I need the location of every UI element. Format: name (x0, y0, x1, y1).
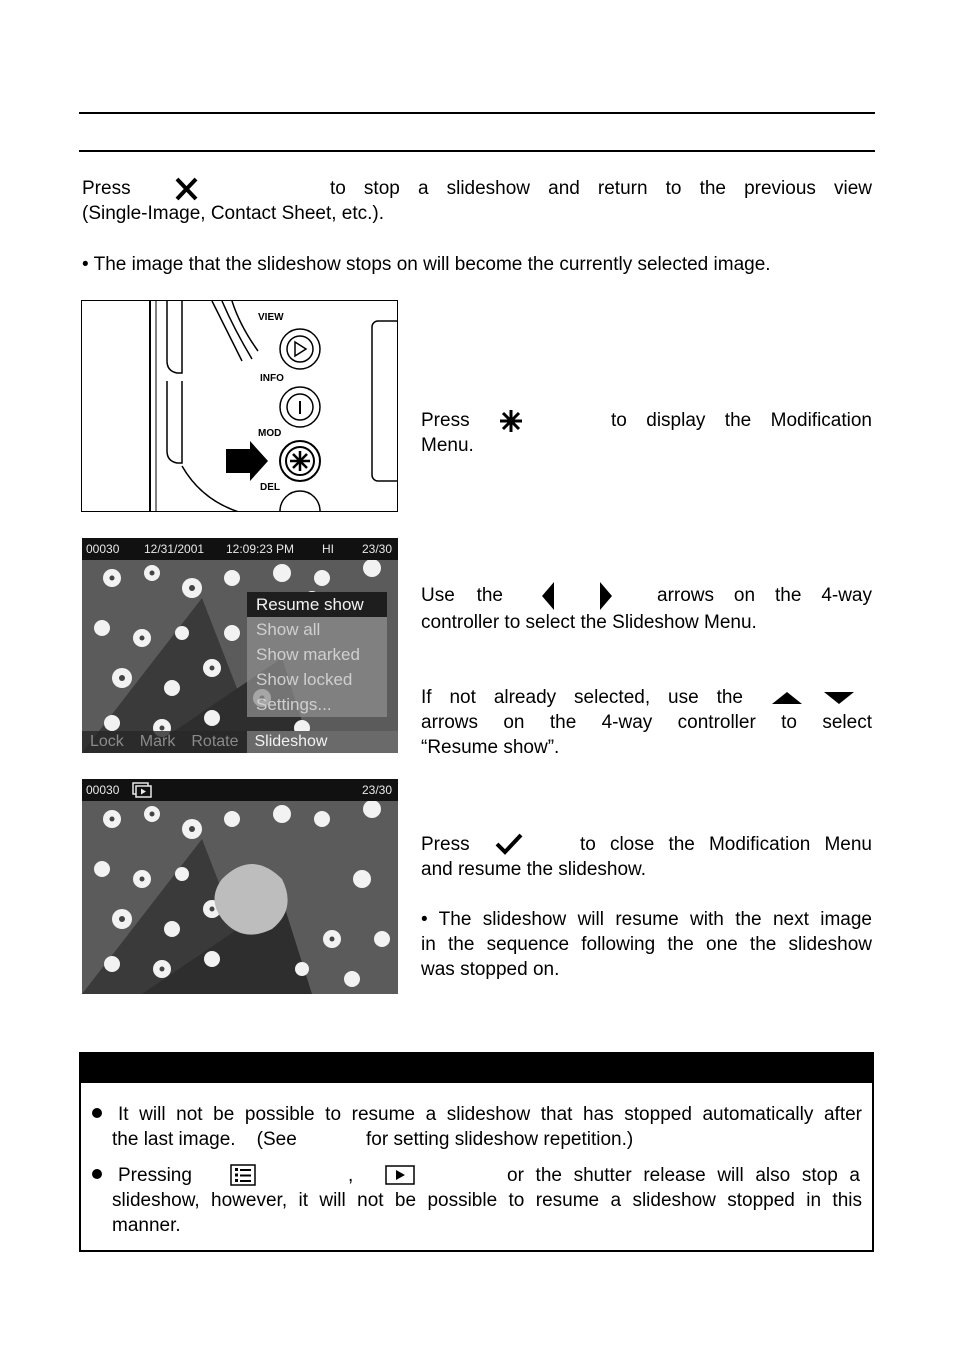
step4-bullet-line1: • The slideshow will resume with the next image (421, 909, 872, 930)
step4-rest-text: to close the Modification Menu (580, 834, 872, 855)
note-item-2-line3: manner. (112, 1215, 181, 1236)
stop-bullet: • The image that the slideshow stops on will become the currently selected image. (82, 254, 771, 275)
note-item-2-pressing: Pressing (118, 1165, 192, 1186)
menu-item-show-marked[interactable]: Show marked (256, 645, 360, 664)
screen2-hud (82, 779, 398, 801)
list-menu-icon (230, 1164, 256, 1186)
checkmark-icon (495, 832, 523, 856)
top-rule (79, 112, 875, 114)
menu-item-resume-show[interactable]: Resume show (247, 592, 387, 617)
step4-press-label: Press (421, 834, 470, 855)
hud-count: 23/30 (361, 783, 392, 797)
second-rule (79, 150, 875, 152)
step4-text (421, 832, 872, 982)
note-item-2-comma: , (348, 1165, 354, 1186)
hud-count: 23/30 (361, 542, 392, 556)
note-item-2 (112, 1163, 862, 1238)
note-item-1-line2b: for setting slideshow repetition.) (366, 1129, 634, 1150)
step4-line2: and resume the slideshow. (421, 859, 646, 880)
resumed-slideshow-screen (82, 779, 398, 994)
hud-frame-number: 00030 (86, 542, 120, 556)
step4-bullet-line3: was stopped on. (421, 959, 560, 980)
step2-use-label: Use the (421, 585, 503, 606)
screen1-hud (82, 538, 398, 560)
tab-slideshow[interactable]: Slideshow (247, 731, 399, 753)
note-bullet-1 (92, 1108, 102, 1118)
step1-line2: Menu. (421, 435, 474, 456)
hud-time: 12:09:23 PM (226, 542, 295, 556)
stop-press-label: Press (82, 178, 131, 199)
note-item-1-line1: It will not be possible to resume a slideshow that has stopped automatically after (118, 1104, 862, 1125)
view-label: VIEW (258, 312, 284, 323)
slideshow-menu-screen (82, 538, 398, 753)
menu-item-settings[interactable]: Settings... (256, 695, 332, 714)
info-label: INFO (260, 373, 284, 384)
step2-rest-text: arrows on the 4-way (657, 585, 872, 606)
step1-press-label: Press (421, 410, 470, 431)
step1-rest-text: to display the Modification (611, 410, 872, 431)
step2-text (421, 583, 872, 635)
notes-header-bar (81, 1054, 872, 1083)
tab-rotate[interactable]: Rotate (191, 733, 239, 750)
notes-box (79, 1052, 874, 1252)
flower-photo-2 (82, 779, 398, 994)
tab-mark[interactable]: Mark (139, 733, 176, 750)
step3-text (421, 685, 872, 760)
up-arrow-icon (770, 690, 804, 706)
note-item-1 (112, 1102, 862, 1152)
step2-line2: controller to select the Slideshow Menu. (421, 612, 757, 633)
note-item-2-line2: slideshow, however, it will not be possible to resume a slideshow stopped in this (112, 1190, 862, 1211)
asterisk-icon (498, 408, 524, 434)
stop-line2: (Single-Image, Contact Sheet, etc.). (82, 203, 385, 224)
step1-text (421, 408, 872, 458)
camera-back-drawing (82, 301, 398, 512)
right-arrow-icon (598, 580, 614, 612)
hud-frame-number: 00030 (86, 783, 120, 797)
note-item-1-line2a: the last image. (See (112, 1129, 297, 1150)
stop-rest-text: to stop a slideshow and return to the previous view (330, 178, 872, 199)
hud-date: 12/31/2001 (144, 542, 205, 556)
del-label: DEL (260, 482, 280, 493)
menu-item-show-locked[interactable]: Show locked (256, 670, 353, 689)
left-arrow-icon (540, 580, 556, 612)
stop-instruction (82, 176, 874, 226)
x-icon (174, 177, 199, 201)
play-icon (385, 1165, 415, 1185)
camera-illustration (81, 300, 398, 512)
menu-item-show-all[interactable]: Show all (256, 620, 321, 639)
mod-label: MOD (258, 428, 282, 439)
note-bullet-2 (92, 1169, 102, 1179)
step4-bullet-line2: in the sequence following the one the slideshow (421, 934, 872, 955)
menu-tabs (82, 731, 398, 753)
step3-line1: If not already selected, use the (421, 687, 743, 708)
note-item-2-rest: or the shutter release will also stop a (507, 1165, 860, 1186)
hud-quality: HI (322, 542, 334, 556)
down-arrow-icon (822, 690, 856, 706)
slideshow-icon (132, 782, 152, 798)
step3-line3: “Resume show”. (421, 737, 560, 758)
step3-line2: arrows on the 4-way controller to select (421, 712, 872, 733)
tab-lock[interactable]: Lock (90, 733, 124, 750)
slideshow-menu (247, 592, 387, 717)
